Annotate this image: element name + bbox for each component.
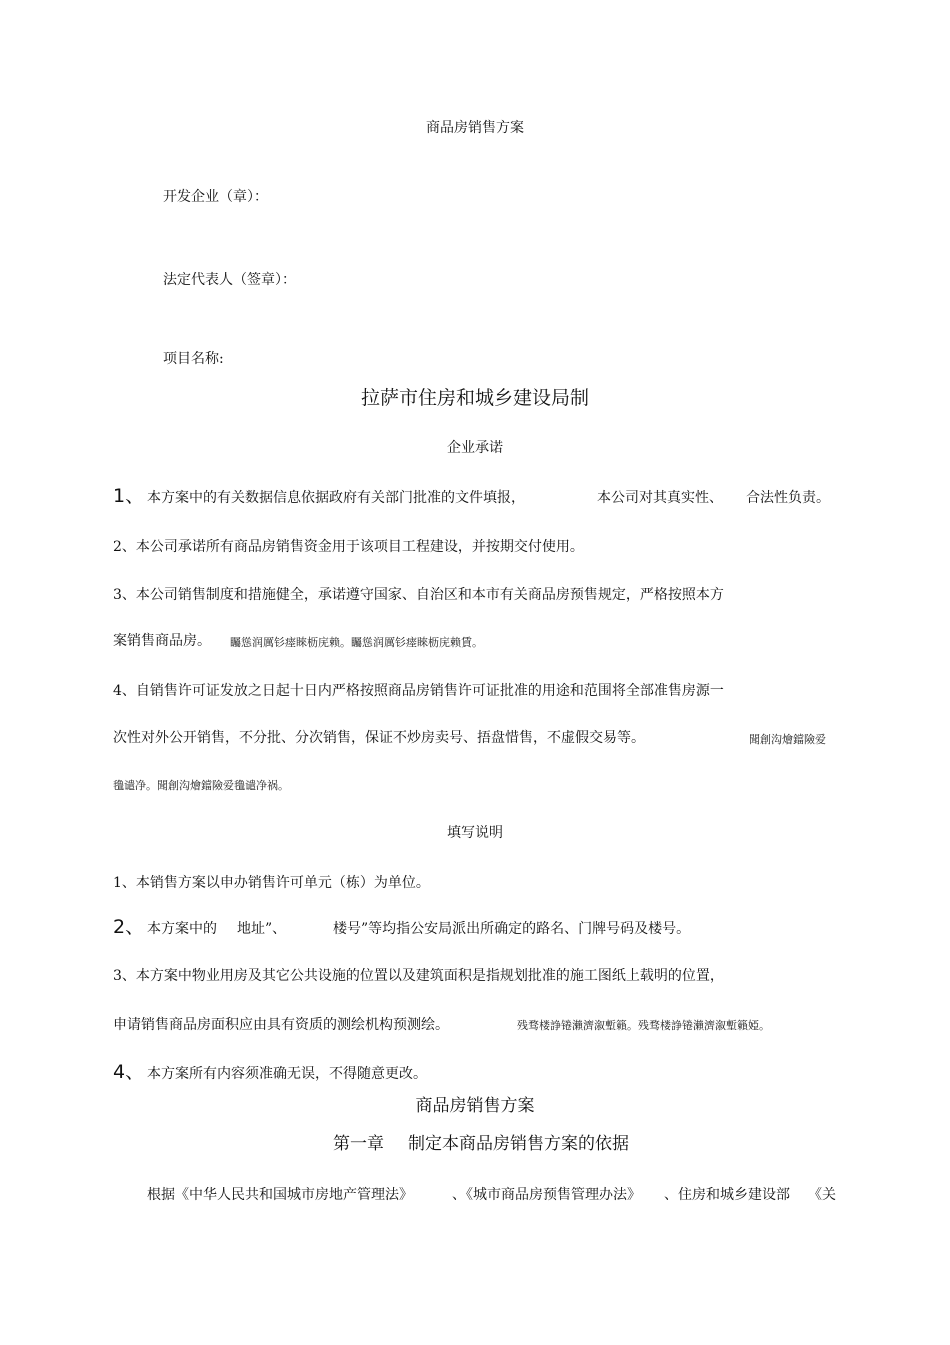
pledge-item-1 bbox=[113, 487, 144, 506]
pledge-item-3-garbled-text: 矚慫润厲钐瘗睞枥庑赖。矚慫润厲钐瘗睞枥庑赖賃。 bbox=[230, 636, 483, 649]
basis-text-b: 、《城市商品房预售管理办法》 bbox=[452, 1187, 641, 1203]
pledge-item-4-garbled-text-1: 聞創沟燴鐺險爱 bbox=[749, 733, 826, 746]
project-name-field: 项目名称: bbox=[163, 351, 224, 367]
basis-text-a: 根据《中华人民共和国城市房地产管理法》 bbox=[147, 1187, 413, 1203]
pledge-item-1-number: 1、 bbox=[113, 485, 145, 507]
instruction-item-3-line-1: 3、本方案中物业用房及其它公共设施的位置以及建筑面积是指规划批准的施工图纸上载明的位置， bbox=[113, 968, 724, 984]
basis-text-c: 、住房和城乡建设部 bbox=[664, 1187, 790, 1203]
pledge-item-1-text-c: 合法性负责。 bbox=[746, 490, 830, 506]
instruction-item-3-garbled-text: 残骛楼諍锩瀨濟溆塹籟。残骛楼諍锩瀨濟溆塹籟婭。 bbox=[517, 1019, 770, 1032]
instruction-item-4-text: 本方案所有内容须准确无误，不得随意更改。 bbox=[147, 1066, 427, 1082]
instruction-item-2-number: 2、 bbox=[113, 916, 145, 938]
document-title: 商品房销售方案 bbox=[426, 120, 524, 136]
instruction-item-1: 1、本销售方案以申办销售许可单元（栋）为单位。 bbox=[113, 875, 430, 891]
pledge-item-3-line-2: 案销售商品房。 bbox=[113, 633, 211, 649]
instruction-item-2-text-b: 地址”、 bbox=[237, 921, 287, 937]
section-title: 商品房销售方案 bbox=[415, 1096, 535, 1116]
instruction-item-2-text-a: 本方案中的 bbox=[147, 921, 217, 937]
instruction-item-4-number: 4、 bbox=[113, 1061, 145, 1083]
pledge-item-4-garbled-text-2: 氇谴净。聞創沟燴鐺險爱氇谴净祸。 bbox=[113, 779, 289, 792]
pledge-item-4-line-1: 4、自销售许可证发放之日起十日内严格按照商品房销售许可证批准的用途和范围将全部准售房源一 bbox=[113, 683, 724, 699]
issuer-line: 拉萨市住房和城乡建设局制 bbox=[360, 387, 589, 409]
pledge-item-3-line-1: 3、本公司销售制度和措施健全，承诺遵守国家、自治区和本市有关商品房预售规定，严格按照本方 bbox=[113, 587, 724, 603]
chapter-title: 制定本商品房销售方案的依据 bbox=[408, 1134, 629, 1154]
pledge-item-4-line-2: 次性对外公开销售，不分批、分次销售，保证不炒房卖号、捂盘惜售，不虚假交易等。 bbox=[113, 730, 645, 746]
pledge-item-1-text-b: 本公司对其真实性、 bbox=[597, 490, 723, 506]
instruction-item-3-line-2: 申请销售商品房面积应由具有资质的测绘机构预测绘。 bbox=[113, 1017, 449, 1033]
basis-text-d: 《关 bbox=[808, 1187, 836, 1203]
instruction-item-2-text-c: 楼号”等均指公安局派出所确定的路名、门牌号码及楼号。 bbox=[333, 921, 691, 937]
pledge-item-1-text-a: 本方案中的有关数据信息依据政府有关部门批准的文件填报， bbox=[147, 490, 525, 506]
chapter-number: 第一章 bbox=[333, 1134, 384, 1154]
instructions-heading: 填写说明 bbox=[447, 825, 503, 841]
developer-company-field: 开发企业（章）： bbox=[163, 189, 268, 205]
pledge-item-2: 2、本公司承诺所有商品房销售资金用于该项目工程建设，并按期交付使用。 bbox=[113, 539, 584, 555]
pledge-heading: 企业承诺 bbox=[447, 440, 503, 456]
legal-representative-field: 法定代表人（签章）： bbox=[163, 272, 296, 288]
